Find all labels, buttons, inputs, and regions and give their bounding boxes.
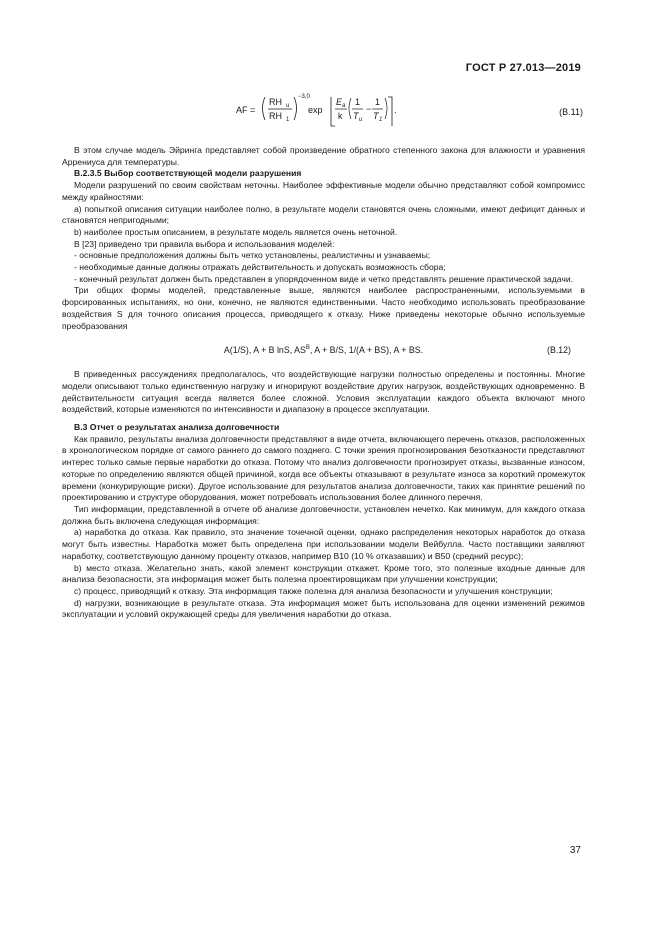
paragraph-eyring: В этом случае модель Эйринга представляет собой произведение обратного степенного закона для влажности и уравнения Аррениуса для температуры.	[62, 145, 585, 167]
formula-ea-sub: a	[342, 103, 346, 109]
list-item-b: b) наиболее простым описанием, в результате модель является очень неточной.	[74, 226, 398, 237]
formula-b12-main: A(1/S), A + B lnS, AS	[223, 345, 306, 356]
list-item-failure-location: b) место отказа. Желательно знать, какой элемент конструкции откажет. Кроме того, это полезные входные данные для анализа безопасности, эта информация может быть полезна проектировщикам при улучшении конструкции;	[62, 562, 585, 585]
formula-lhs: AF =	[236, 105, 256, 115]
formula-rh-u: RH	[269, 97, 282, 107]
formula-tu-sub: u	[359, 117, 363, 123]
formula-b12-rest: , A + B/S, 1/(A + BS), A + BS.	[309, 345, 424, 356]
list-item-rule-1: - основные предположения должны быть четко установлены, реалистичны и узнаваемы;	[74, 250, 431, 261]
list-item-rule-3: - конечный результат должен быть представлен в упорядоченном виде и четко представлять решение практической задачи.	[74, 273, 574, 284]
paragraph-general-forms: Три общих формы моделей, представленные выше, являются наиболее распространенными, используемыми в форсированных испытаниях, но они, конечно, не являются единственными. Часто необходимо использовать преобразование воздействия S для точного описания процесса, приводящего к отказу. Ниже приведены некоторые обычно используемые преобразования	[62, 285, 585, 331]
formula-ea: E	[336, 97, 343, 107]
formula-tu: T	[353, 111, 359, 121]
formula-rh-1: RH	[269, 111, 282, 121]
paragraph-report: Как правило, результаты анализа долговечности представляют в виде отчета, включающего перечень отказов, расположенных в хронологическом порядке от самого раннего до самого позднего. С точки зрения прогнозирования безотказности представляют интерес только самые первые наработки до отказа. Потому что анализ долговечности прогнозирует отказы, вызванные износом, которые по определению являются общей причиной, когда все объекты отказывают в результате износа за короткий промежуток времени (конкурирующие риски). Другое использование для результатов анализа долговечности, таких как принятие решений по проектированию и структуре оборудования, может потребовать использования более длинного перечня.	[62, 433, 585, 503]
formula-b11-number: (В.11)	[559, 107, 583, 117]
section-heading-b235: В.2.3.5 Выбор соответствующей модели разрушения	[74, 168, 302, 179]
formula-k: k	[338, 111, 343, 121]
list-item-a: а) попыткой описания ситуации наиболее полно, в результате модели становятся очень сложными, имеют дефицит данных и становятся непригодными;	[62, 203, 585, 226]
document-body	[62, 145, 585, 621]
formula-b11	[232, 88, 402, 130]
formula-one-a: 1	[355, 97, 361, 107]
list-item-failure-loads: d) нагрузки, возникающие в результате отказа. Эта информация может быть использована для оценки изменений режимов эксплуатации и условий окружающей среды для увеличения наработки до отказа.	[62, 597, 585, 620]
formula-rh-1-sub: 1	[286, 117, 290, 123]
formula-b12-number: (В.12)	[547, 345, 571, 356]
formula-t1-sub: 1	[379, 117, 383, 123]
section-heading-b3: В.3 Отчет о результатах анализа долговечности	[74, 422, 280, 433]
paragraph-loads: В приведенных рассуждениях предполагалось, что воздействующие нагрузки полностью определены и постоянны. Многие модели описывают только единственную нагрузку и игнорируют воздействие других нагрузок, воздействующих одновременно. В действительности ситуация всегда является более сложной. Условия эксплуатации каждого объекта включают много воздействий, которые изменяются по интенсивности и диапазону в процессе эксплуатации.	[62, 369, 585, 415]
svg-text:.: .	[394, 105, 397, 115]
formula-exponent: −3,0	[298, 94, 310, 100]
formula-t1: T	[373, 111, 379, 121]
formula-b12	[62, 344, 585, 356]
paragraph-info-type: Тип информации, представленной в отчете об анализе долговечности, установлен нечетко. Как минимум, для каждого отказа должна быть включена следующая информация:	[62, 503, 585, 526]
list-item-time-to-failure: а) наработка до отказа. Как правило, это значение точечной оценки, однако распределения некоторых наработок до отказа могут быть известны. Наработка может быть определена при использовании модели Вейбулла. Часто поставщики заявляют наработку, соответствующую данному проценту отказов, например В10 (10 % отказавших) и В50 (средний ресурс);	[62, 527, 585, 561]
page-number: 37	[569, 845, 581, 856]
formula-b12-sup: B	[305, 345, 310, 352]
formula-b11-graphic	[232, 88, 402, 130]
document-code-header: ГОСТ Р 27.013—2019	[465, 62, 581, 74]
formula-one-b: 1	[375, 97, 381, 107]
list-item-rule-2: - необходимые данные должны отражать действительность и допускать возможность сбора;	[74, 262, 446, 273]
paragraph-models-inexact: Модели разрушений по своим свойствам неточны. Наиболее эффективные модели обычно представляют собой компромисс между крайностями:	[62, 180, 585, 202]
formula-rh-u-sub: u	[286, 103, 290, 109]
list-item-failure-process: c) процесс, приводящий к отказу. Эта информация также полезна для анализа безопасности и улучшения конструкции;	[74, 585, 553, 596]
paragraph-three-rules: В [23] приведено три правила выбора и использования моделей:	[74, 238, 335, 249]
formula-exp: exp	[308, 105, 323, 115]
formula-minus: −	[366, 104, 372, 114]
